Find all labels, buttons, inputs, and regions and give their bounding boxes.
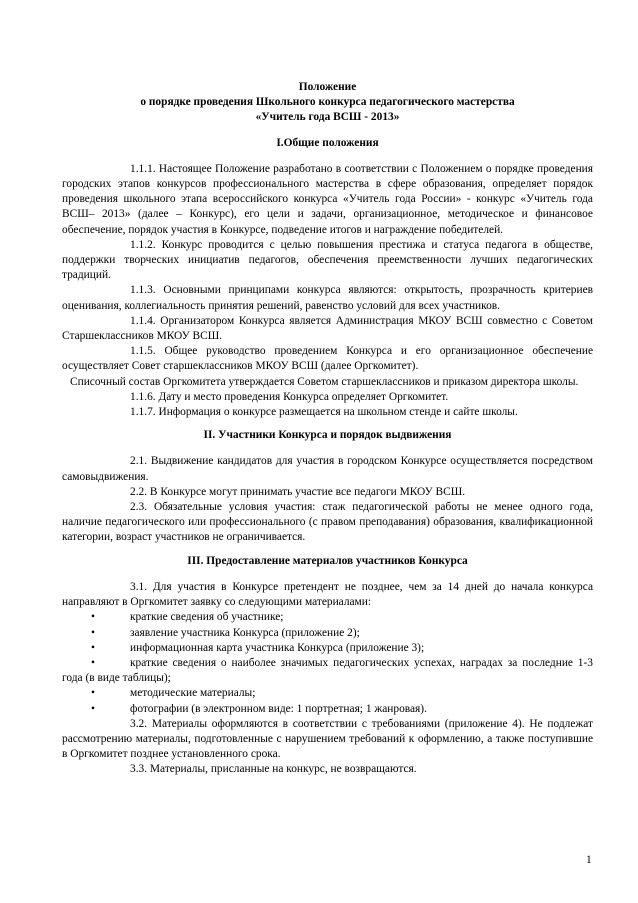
paragraph-3-1: 3.1. Для участия в Конкурсе претендент не позднее, чем за 14 дней до начала конкурса направляют в Оргкомитет заявку со следующими материалами: [62, 580, 593, 609]
page-number: 1 [586, 854, 592, 866]
document-title [62, 80, 593, 126]
paragraph-2-2: 2.2. В Конкурсе могут принимать участие все педагоги МКОУ ВСШ. [130, 485, 466, 498]
bullet-icon: • [91, 611, 95, 624]
document-page [62, 80, 593, 778]
bullet-icon: • [91, 687, 95, 700]
paragraph-1-1-7: 1.1.7. Информация о конкурсе размещается на школьном стенде и сайте школы. [130, 406, 518, 419]
paragraph-2-3: 2.3. Обязательные условия участия: стаж педагогической работы не менее одного года, наличие педагогического или профессионального (с правом преподавания) образования, квалификационной категории, возраст участников не ограничивается. [62, 501, 593, 544]
list-item: • краткие сведения об участнике; [62, 610, 593, 625]
paragraph-2-1: 2.1. Выдвижение кандидатов для участия в городском Конкурсе осуществляется посредством самовыдвижения. [62, 455, 593, 483]
paragraph-3-2: 3.2. Материалы оформляются в соответствии с требованиями (приложение 4). Не подлежат рассмотрению материалы, подготовленные с нарушением требований к оформлению, а также поступившие в Оргкомитет позднее установленного срока. [62, 717, 593, 761]
section-2-heading: II. Участники Конкурса и порядок выдвижения [203, 429, 452, 442]
list-item: • заявление участника Конкурса (приложение 2); [62, 626, 593, 641]
list-item: • краткие сведения о наиболее значимых педагогических успехах, наградах за последние 1-3 года (в виде таблицы); [62, 656, 593, 685]
paragraph-1-1-5: 1.1.5. Общее руководство проведением Конкурса и его организационное обеспечение осуществляет Совет старшеклассников МКОУ ВСШ (далее Оргкомитет). [62, 345, 593, 373]
list-item: • информационная карта участника Конкурса (приложение 3); [62, 641, 593, 656]
bullet-icon: • [91, 626, 95, 639]
paragraph-3-3: 3.3. Материалы, присланные на конкурс, не возвращаются. [130, 763, 417, 776]
paragraph-1-1-3: 1.1.3. Основными принципами конкурса являются: открытость, прозрачность критериев оценивания, коллегиальность принятия решений, равенство условий для всех участников. [62, 284, 593, 312]
paragraph-1-1-6: 1.1.6. Дату и место проведения Конкурса определяет Оргкомитет. [130, 390, 449, 403]
section-3-heading: III. Предоставление материалов участников Конкурса [187, 554, 468, 567]
paragraph-1-1-4: 1.1.4. Организатором Конкурса является Администрация МКОУ ВСШ совместно с Советом Старшеклассников МКОУ ВСШ. [62, 314, 593, 343]
title-line-1: Положение [298, 81, 357, 93]
section-1-heading: I.Общие положения [276, 136, 379, 149]
list-item: • методические материалы; [62, 686, 593, 701]
bullet-icon: • [91, 702, 95, 715]
paragraph-orgcommittee: Списочный состав Оргкомитета утверждается Советом старшеклассников и приказом директора школы. [70, 375, 579, 388]
list-item: • фотографии (в электронном виде: 1 портретная; 1 жанровая). [62, 702, 593, 717]
paragraph-1-1-2: 1.1.2. Конкурс проводится с целью повышения престижа и статуса педагога в обществе, поддержки творческих инициатив педагогов, обеспечения преемственности лучших педагогических традиций. [62, 238, 593, 282]
paragraph-1-1-1: 1.1.1. Настоящее Положение разработано в соответствии с Положением о порядке проведения городских этапов конкурсов профессионального мастерства в сфере образования, определяет порядок проведения школьного этапа всероссийского конкурса «Учитель года России» - конкурс «Учитель года ВСШ– 2013» (далее – Конкурс), его цели и задачи, организационное, методическое и финансовое обеспечение, порядок участия в Конкурсе, подведение итогов и награждение победителей. [62, 162, 593, 236]
materials-list [62, 610, 593, 716]
bullet-icon: • [91, 641, 95, 654]
bullet-icon: • [91, 656, 95, 669]
title-line-2: о порядке проведения Школьного конкурса педагогического мастерства [140, 96, 515, 109]
title-line-3: «Учитель года ВСШ - 2013» [255, 111, 400, 124]
